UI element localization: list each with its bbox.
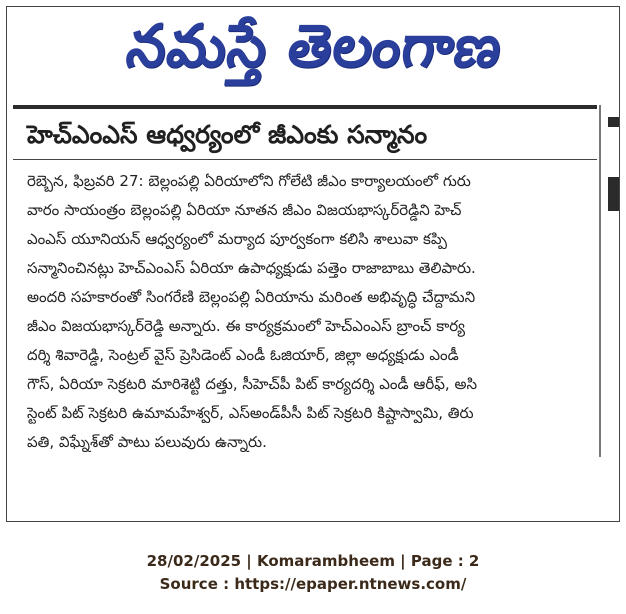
article-line: దర్శి శివారెడ్డి, సెంట్రల్ వైస్ ప్రెసిడెంట్ ఎండీ ఓజియార్, జిల్లా అధ్యక్షుడు ఎండీ — [27, 346, 459, 364]
source-link[interactable]: Source : https://epaper.ntnews.com/ — [159, 575, 467, 593]
article-line: స్టెంట్ పిట్ సెక్రటరి ఉమామహేశ్వర్, ఎస్అండ్‌పీసీ పిట్ సెక్రటరి కిష్టాస్వామి, తిరు — [27, 404, 474, 422]
article-line: సన్మానించినట్లు హెచ్ఎంఎస్ ఏరియా ఉపాధ్యక్షుడు పత్తెం రాజాబాబు తెలిపారు. — [27, 259, 476, 277]
article-headline: హెచ్ఎంఎస్ ఆధ్వర్యంలో జీఎంకు సన్మానం — [27, 120, 428, 149]
masthead — [7, 9, 620, 85]
headline-bottom-rule — [13, 159, 597, 160]
masthead-logo: నమస్తే తెలంగాణ — [121, 12, 507, 81]
adjacent-column-fragment — [608, 117, 620, 127]
newspaper-clipping — [6, 6, 620, 522]
column-divider — [599, 105, 601, 457]
edition-info: 28/02/2025 | Komarambheem | Page : 2 — [146, 552, 480, 570]
article-line: గౌస్, ఏరియా సెక్రటరి మారిశెట్టి దత్తు, సీహెచ్‌పీ పిట్ కార్యదర్శి ఎండీ ఆరీఫ్, అసి — [27, 375, 477, 393]
article-line: వారం సాయంత్రం బెల్లంపల్లి ఏరియా నూతన జీఎం విజయభాస్కర్‌రెడ్డిని హెచ్ — [27, 201, 462, 219]
article-line: రెబ్బెన, ఫిబ్రవరి 27: బెల్లంపల్లి ఏరియాలోని గోలేటి జీఎం కార్యాలయంలో గురు — [27, 172, 471, 190]
article-line: జీఎం విజయభాస్కర్‌రెడ్డి అన్నారు. ఈ కార్యక్రమంలో హెచ్ఎంఎస్ బ్రాంచ్ కార్య — [27, 317, 465, 335]
article-line: ఎంఎస్ యూనియన్ ఆధ్వర్యంలో మర్యాద పూర్వకంగా కలిసి శాలువా కప్పి — [27, 230, 447, 248]
headline-top-rule — [13, 105, 597, 109]
article-line: పతి, విఘ్నేశ్‌తో పాటు పలువురు ఉన్నారు. — [27, 433, 267, 451]
article-body — [27, 167, 595, 457]
article-line: అందరి సహకారంతో సింగరేణి బెల్లంపల్లి ఏరియాను మరింత అభివృద్ధి చేద్దామని — [27, 288, 476, 306]
adjacent-column-fragment — [608, 177, 620, 211]
